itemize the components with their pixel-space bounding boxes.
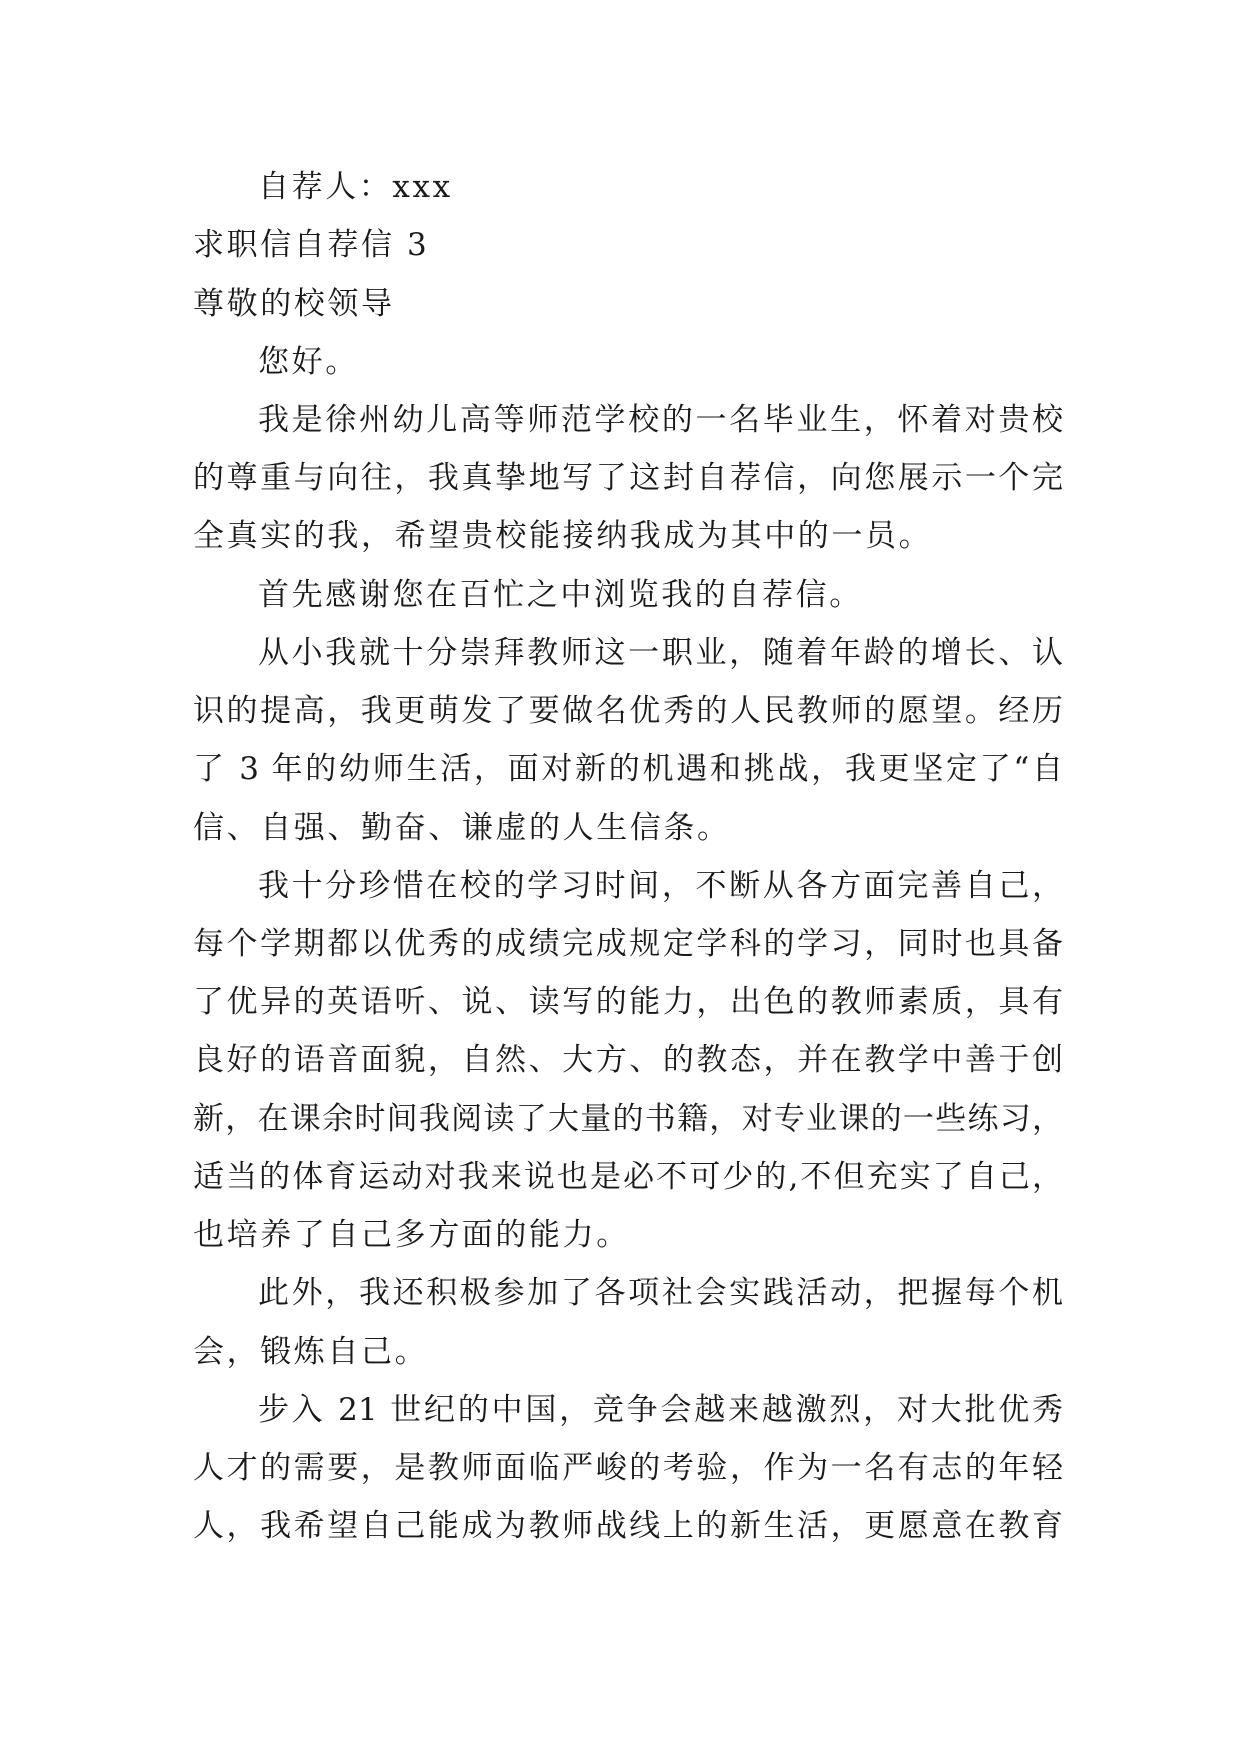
text-line: 我十分珍惜在校的学习时间，不断从各方面完善自己， — [258, 868, 1063, 904]
text-line: 适当的体育运动对我来说也是必不可少的,不但充实了自己， — [193, 1159, 1063, 1195]
text-line: 人，我希望自己能成为教师战线上的新生活，更愿意在教育 — [193, 1508, 1063, 1544]
text-line: 人才的需要，是教师面临严峻的考验，作为一名有志的年轻 — [193, 1450, 1063, 1486]
text-line: 步入 21 世纪的中国，竞争会越来越激烈，对大批优秀 — [258, 1392, 1063, 1428]
text-line: 此外，我还积极参加了各项社会实践活动，把握每个机 — [258, 1275, 1063, 1311]
text-line: 信、自强、勤奋、谦虚的人生信条。 — [193, 810, 731, 846]
text-line: 的尊重与向往，我真挚地写了这封自荐信，向您展示一个完 — [193, 460, 1063, 496]
text-line: 首先感谢您在百忙之中浏览我的自荐信。 — [258, 577, 863, 613]
document-title: 求职信自荐信 3 — [193, 227, 430, 263]
salutation-line: 尊敬的校领导 — [193, 286, 395, 322]
text-line: 每个学期都以优秀的成绩完成规定学科的学习，同时也具备 — [193, 926, 1063, 962]
text-line: 识的提高，我更萌发了要做名优秀的人民教师的愿望。经历 — [193, 693, 1063, 729]
signature-line: 自荐人：xxx — [258, 169, 453, 205]
text-line: 新，在课余时间我阅读了大量的书籍，对专业课的一些练习， — [193, 1101, 1063, 1137]
text-line: 我是徐州幼儿高等师范学校的一名毕业生，怀着对贵校 — [258, 402, 1063, 438]
greeting-line: 您好。 — [258, 344, 359, 380]
text-line: 了优异的英语听、说、读写的能力，出色的教师素质，具有 — [193, 984, 1063, 1020]
text-line: 全真实的我，希望贵校能接纳我成为其中的一员。 — [193, 518, 933, 554]
text-line: 也培养了自己多方面的能力。 — [193, 1217, 630, 1253]
text-line: 会，锻炼自己。 — [193, 1334, 429, 1370]
text-line: 从小我就十分崇拜教师这一职业，随着年龄的增长、认 — [258, 635, 1063, 671]
text-line: 了 3 年的幼师生活，面对新的机遇和挑战，我更坚定了“自 — [193, 751, 1063, 787]
text-line: 良好的语音面貌，自然、大方、的教态，并在教学中善于创 — [193, 1042, 1063, 1078]
